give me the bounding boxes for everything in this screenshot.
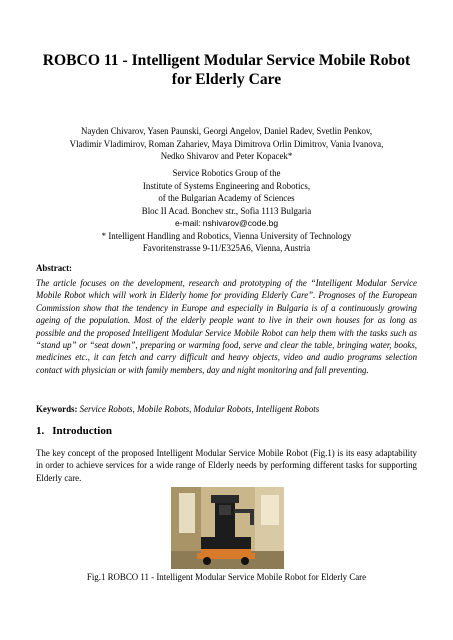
affiliation-line: Institute of Systems Engineering and Robotics, [142,180,311,191]
paper-title [40,51,413,89]
keywords-label: Keywords: [36,404,78,414]
authors-line-2: Vladimir Vladimirov, Roman Zahariev, Maya Dimitrova Orlin Dimitrov, Vania Ivanova, [69,138,384,149]
robot-photo [171,487,284,569]
author-list [36,125,417,163]
title-line-2: for Elderly Care [171,71,282,88]
authors-line-3: Nedko Shivarov and Peter Kopacek* [160,151,293,162]
figure-caption: Fig.1 ROBCO 11 - Intelligent Modular Service Mobile Robot for Elderly Care [86,572,367,582]
section-title: Introduction [52,425,112,437]
affiliation-line: Bloc II Acad. Bonchev str., Sofia 1113 Bulgaria [141,205,312,216]
title-line-1: ROBCO 11 - Intelligent Modular Service Mobile Robot [42,52,411,69]
keywords-text: Service Robots, Mobile Robots, Modular Robots, Intelligent Robots [79,404,320,414]
author-email: e-mail: nshivarov@code.bg [174,218,279,228]
intro-paragraph: The key concept of the proposed Intelligent Modular Service Mobile Robot (Fig.1) is its easy adaptability in order to achieve services for a wide range of Elderly needs by performing different tasks for supporting Elderly care. [36,448,417,483]
abstract-heading: Abstract: [36,263,72,273]
robot-photo-illustration [171,487,284,569]
affiliation-block [36,167,417,255]
authors-line-1: Nayden Chivarov, Yasen Paunski, Georgi Angelov, Daniel Radev, Svetlin Penkov, [80,126,373,136]
affiliation-line: * Intelligent Handling and Robotics, Vienna University of Technology [101,230,352,241]
section-heading [36,425,112,437]
section-number: 1. [36,425,45,437]
affiliation-line: Service Robotics Group of the [172,168,281,178]
affiliation-line: Favoritenstrasse 9-11/E325A6, Vienna, Austria [142,243,311,253]
keywords [36,403,417,415]
abstract-text: The article focuses on the development, research and prototyping of the “Intelligent Modular Service Mobile Robot which will work in Elderly home for providing Elderly Care”. Prognoses of the European Commission show that the tendency in Europe and especially in Bulgaria is of a continuously growing ageing of the population. Most of the elderly people want to live in their own houses for as long as possible and the proposed Intelligent Modular Service Mobile Robot can help them with the tasks such as “stand up” or “seat down”, preparing or warming food, serve and clear the table, bringing water, books, medicines etc., it can fetch and carry difficult and heavy objects, video and audio programs selection contact with physician or with family members, day and night monitoring and fall preventing. [36,278,417,375]
affiliation-line: of the Bulgarian Academy of Sciences [158,193,295,203]
